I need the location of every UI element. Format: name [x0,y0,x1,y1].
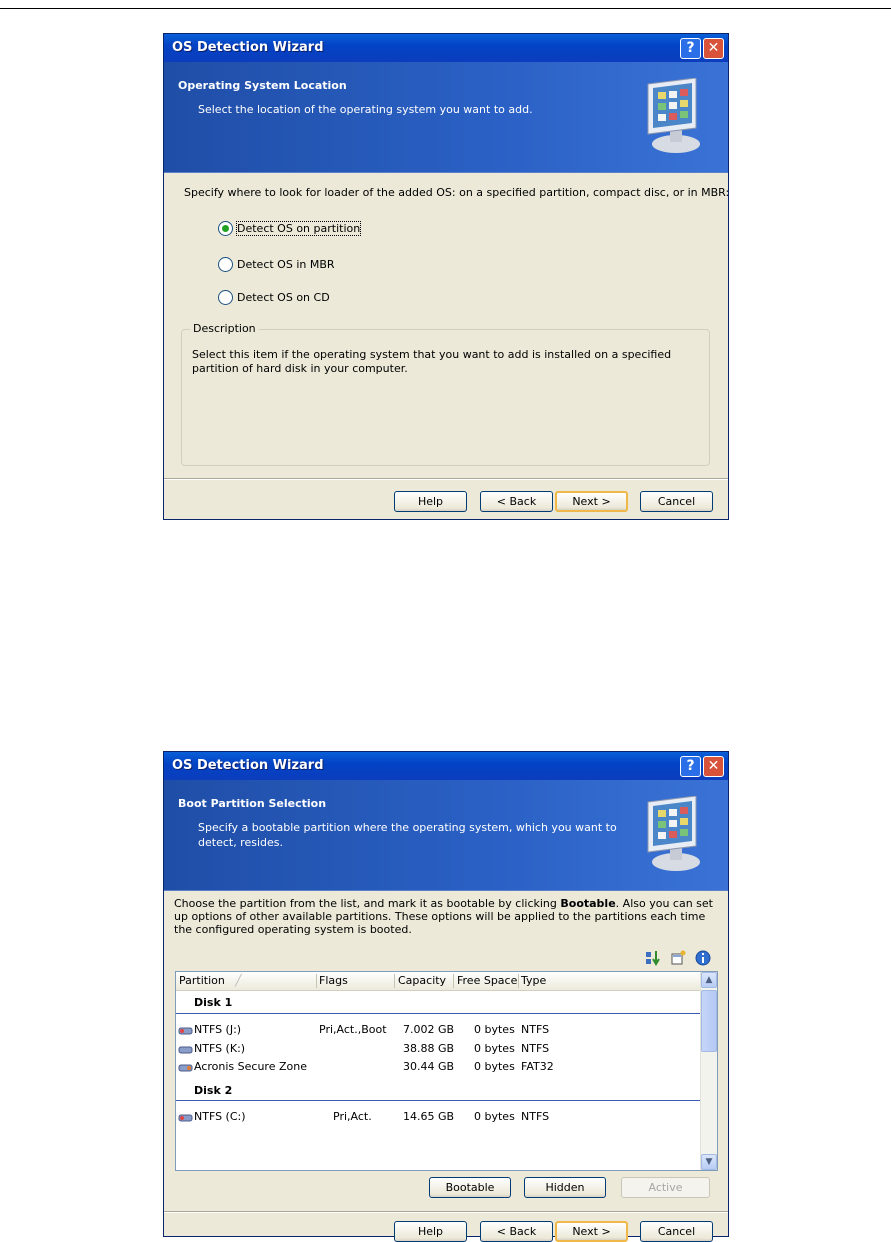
partition-name[interactable]: Acronis Secure Zone [194,1060,307,1073]
column-capacity[interactable]: Capacity [398,974,447,987]
scroll-up-icon[interactable]: ▲ [701,972,717,988]
partition-name[interactable]: NTFS (K:) [194,1042,246,1055]
active-button[interactable]: Active [621,1177,710,1198]
column-type[interactable]: Type [521,974,547,987]
disk-separator [176,1100,702,1101]
header-title: Operating System Location [178,79,347,92]
disk-separator [176,1013,702,1014]
partition-type: NTFS [521,1042,550,1055]
partition-flags: Pri,Act.,Boot [319,1023,387,1036]
location-prompt: Specify where to look for loader of the added OS: on a specified partition, compact disc, or in MBR: [184,186,730,199]
partition-capacity: 30.44 GB [403,1060,455,1073]
back-button[interactable]: < Back [480,1221,553,1242]
help-button[interactable]: Help [394,491,467,512]
wizard-monitor-icon [642,78,704,156]
close-button[interactable]: ✕ [703,38,724,59]
list-header [176,972,702,991]
partition-icon [178,1045,194,1055]
back-button[interactable]: < Back [480,491,553,512]
column-free-space[interactable]: Free Space [457,974,518,987]
sort-indicator-icon: ╱ [235,974,242,987]
cancel-button[interactable]: Cancel [640,491,713,512]
partition-type: NTFS [521,1110,550,1123]
partition-capacity: 38.88 GB [403,1042,455,1055]
help-title-button[interactable]: ? [680,756,701,777]
close-button[interactable]: ✕ [703,756,724,777]
wizard-header [164,780,728,891]
partition-flags: Pri,Act. [333,1110,372,1123]
header-subtitle: Select the location of the operating system you want to add. [198,103,533,116]
instructions-before: Choose the partition from the list, and mark it as bootable by clicking [174,897,561,910]
partition-free-space: 0 bytes [474,1023,515,1036]
wizard-monitor-icon [642,796,704,874]
secure-zone-icon [178,1063,194,1073]
help-title-button[interactable]: ? [680,38,701,59]
hidden-button[interactable]: Hidden [524,1177,606,1198]
vertical-scrollbar[interactable] [700,972,717,1170]
header-subtitle: Specify a bootable partition where the operating system, which you want to detect, resides. [198,821,617,849]
disk-2-label: Disk 2 [194,1084,233,1097]
instructions-after: . Also you can set up options of other available partitions. These options will be applied to the partitions each time the configured operating system is booted. [174,897,713,936]
wizard-header [164,62,728,173]
next-button[interactable]: Next > [555,1221,628,1242]
partition-name[interactable]: NTFS (J:) [194,1023,242,1036]
header-title: Boot Partition Selection [178,797,327,810]
partition-icon [178,1113,194,1123]
page-top-rule [0,8,891,9]
scroll-thumb[interactable] [701,990,717,1052]
radio-button[interactable] [218,257,233,272]
scroll-down-icon[interactable]: ▼ [701,1154,717,1170]
partition-icon [178,1026,194,1036]
title-bar[interactable] [164,34,728,62]
instructions-text [174,897,714,936]
radio-button[interactable] [218,221,233,236]
description-groupbox [181,322,710,466]
window-title: OS Detection Wizard [172,40,324,55]
radio-button[interactable] [218,290,233,305]
properties-icon[interactable] [670,950,686,966]
os-detection-wizard-window-location [163,33,729,520]
column-separator[interactable] [394,974,395,988]
next-button[interactable]: Next > [555,491,628,512]
description-label: Description [190,322,259,335]
footer-separator-highlight [164,479,728,480]
partition-type: FAT32 [521,1060,554,1073]
sort-icon[interactable] [645,950,661,966]
column-separator[interactable] [518,974,519,988]
partition-list[interactable] [175,971,718,1171]
window-title: OS Detection Wizard [172,758,324,773]
os-detection-wizard-window-boot-partition [163,751,729,1237]
option-label: Detect OS in MBR [237,258,335,271]
column-separator[interactable] [316,974,317,988]
partition-free-space: 0 bytes [474,1042,515,1055]
help-button[interactable]: Help [394,1221,467,1242]
instructions-bold: Bootable [560,897,616,910]
footer-separator-highlight [164,1212,728,1213]
disk-1-label: Disk 1 [194,996,233,1009]
bootable-button[interactable]: Bootable [429,1177,511,1198]
column-partition[interactable]: Partition [179,974,225,987]
cancel-button[interactable]: Cancel [640,1221,713,1242]
option-label: Detect OS on CD [237,291,330,304]
title-bar[interactable] [164,752,728,780]
option-label: Detect OS on partition [237,222,361,235]
partition-capacity: 7.002 GB [403,1023,455,1036]
description-text: Select this item if the operating system that you want to add is installed on a specified partition of hard disk in your computer. [192,348,672,375]
partition-type: NTFS [521,1023,550,1036]
column-flags[interactable]: Flags [319,974,348,987]
partition-capacity: 14.65 GB [403,1110,455,1123]
partition-free-space: 0 bytes [474,1110,515,1123]
partition-name[interactable]: NTFS (C:) [194,1110,246,1123]
info-icon[interactable] [695,950,711,966]
column-separator[interactable] [453,974,454,988]
partition-free-space: 0 bytes [474,1060,515,1073]
